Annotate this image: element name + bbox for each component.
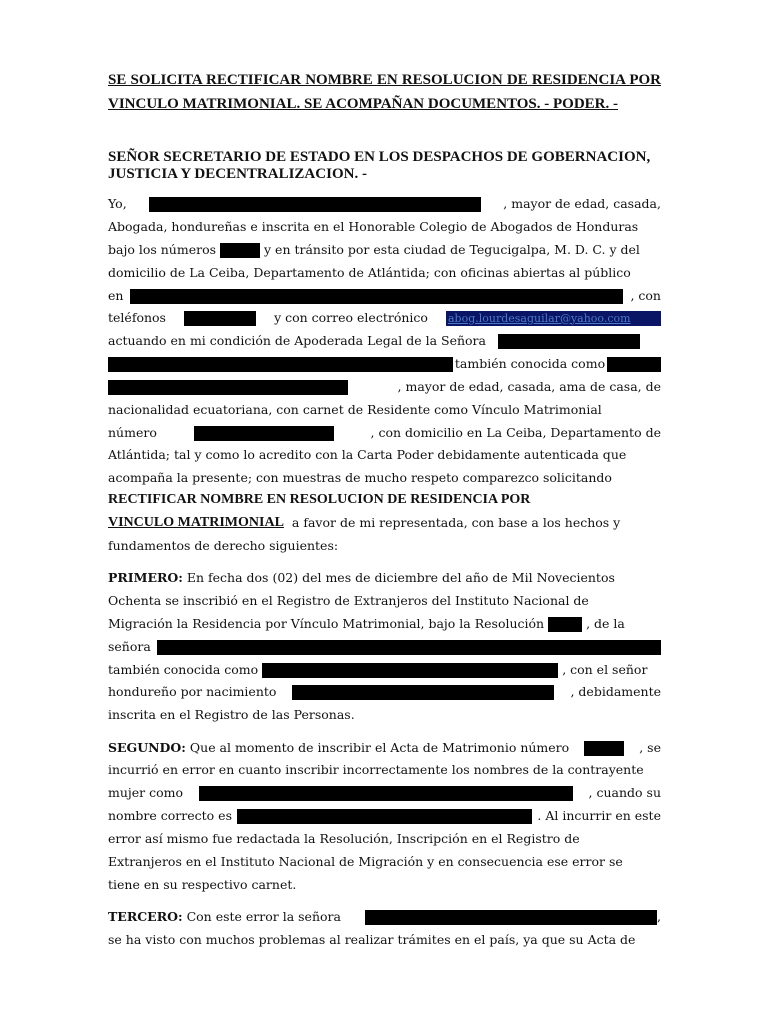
text: se ha visto con muchos problemas al realizar trámites en el país, ya que su Acta de bbox=[108, 932, 636, 947]
text: Que al momento de inscribir el Acta de Matrimonio número bbox=[189, 740, 570, 755]
text: en bbox=[108, 288, 124, 303]
text: Con este error la señora bbox=[186, 909, 341, 924]
text: , mayor de edad, casada, ama de casa, de bbox=[397, 379, 661, 394]
document-title: SE SOLICITA RECTIFICAR NOMBRE EN RESOLUCION DE RESIDENCIA POR VINCULO MATRIMONIAL. SE ACOMPAÑAN DOCUMENTOS. - PODER. - bbox=[108, 72, 661, 112]
redaction-block bbox=[262, 663, 558, 678]
primero-line bbox=[108, 567, 661, 589]
text: hondureño por nacimiento bbox=[108, 684, 277, 699]
primero-line bbox=[108, 636, 661, 658]
primero-line bbox=[108, 704, 661, 726]
text: . Al incurrir en este bbox=[537, 808, 661, 823]
segundo-line bbox=[108, 874, 661, 896]
text: , mayor de edad, casada, bbox=[503, 196, 661, 211]
text: y en tránsito por esta ciudad de Tegucigalpa, M. D. C. y del bbox=[264, 242, 640, 257]
intro-line bbox=[108, 535, 661, 557]
text: , con domicilio en La Ceiba, Departamento de bbox=[370, 425, 661, 440]
intro-line bbox=[108, 193, 661, 215]
text: Yo, bbox=[108, 196, 127, 211]
primero-label: PRIMERO: bbox=[108, 570, 183, 585]
redaction-block bbox=[157, 640, 661, 655]
text: bajo los números bbox=[108, 242, 217, 257]
segundo-line bbox=[108, 737, 661, 759]
text: señora bbox=[108, 639, 151, 654]
text: , se bbox=[639, 740, 661, 755]
redaction-block bbox=[237, 809, 532, 824]
text: , debidamente bbox=[570, 684, 661, 699]
intro-line bbox=[108, 285, 661, 307]
text: Abogada, hondureñas e inscrita en el Honorable Colegio de Abogados de Honduras bbox=[108, 219, 639, 234]
redaction-block bbox=[365, 910, 657, 925]
intro-line bbox=[108, 376, 661, 398]
text: RECTIFICAR NOMBRE EN RESOLUCION DE RESIDENCIA POR bbox=[108, 492, 531, 507]
redaction-block bbox=[220, 243, 260, 258]
text: domicilio de La Ceiba, Departamento de Atlántida; con oficinas abiertas al público bbox=[108, 265, 631, 280]
primero-line bbox=[108, 681, 661, 703]
text: En fecha dos (02) del mes de diciembre del año de Mil Novecientos bbox=[186, 570, 615, 585]
segundo-line bbox=[108, 828, 661, 850]
segundo-label: SEGUNDO: bbox=[108, 740, 186, 755]
text: mujer como bbox=[108, 785, 184, 800]
text: error así mismo fue redactada la Resolución, Inscripción en el Registro de bbox=[108, 831, 580, 846]
redaction-block bbox=[292, 685, 554, 700]
text: nacionalidad ecuatoriana, con carnet de Residente como Vínculo Matrimonial bbox=[108, 402, 602, 417]
redaction-block bbox=[498, 334, 640, 349]
text: incurrió en error en cuanto inscribir incorrectamente los nombres de la contrayente bbox=[108, 762, 644, 777]
text: teléfonos bbox=[108, 310, 166, 325]
redaction-block bbox=[607, 357, 661, 372]
redaction-block bbox=[199, 786, 573, 801]
intro-line bbox=[108, 399, 661, 421]
primero-line bbox=[108, 659, 661, 681]
redaction-block bbox=[184, 311, 256, 326]
segundo-line bbox=[108, 782, 661, 804]
tercero-line bbox=[108, 906, 661, 928]
text: , con el señor bbox=[562, 662, 648, 677]
intro-line bbox=[108, 262, 661, 284]
text: inscrita en el Registro de las Personas. bbox=[108, 707, 355, 722]
text: y con correo electrónico bbox=[274, 310, 428, 325]
segundo-line bbox=[108, 759, 661, 781]
redaction-block bbox=[584, 741, 624, 756]
text: actuando en mi condición de Apoderada Legal de la Señora bbox=[108, 333, 486, 348]
text: acompaña la presente; con muestras de mucho respeto comparezco solicitando bbox=[108, 470, 612, 485]
request-heading-text: VINCULO MATRIMONIAL bbox=[108, 515, 284, 530]
text: tiene en su respectivo carnet. bbox=[108, 877, 297, 892]
intro-line bbox=[108, 353, 661, 375]
addressee-heading: SEÑOR SECRETARIO DE ESTADO EN LOS DESPACHOS DE GOBERNACION, JUSTICIA Y DECENTRALIZACION. - bbox=[108, 149, 651, 182]
tercero-label: TERCERO: bbox=[108, 909, 183, 924]
intro-line bbox=[108, 307, 661, 329]
text: número bbox=[108, 425, 157, 440]
text: también conocida como bbox=[454, 356, 606, 371]
text: fundamentos de derecho siguientes: bbox=[108, 538, 339, 553]
text: , con bbox=[630, 288, 661, 303]
segundo-line bbox=[108, 851, 661, 873]
redaction-block bbox=[108, 380, 348, 395]
primero-line bbox=[108, 613, 661, 635]
intro-line bbox=[108, 512, 661, 534]
tercero-line bbox=[108, 929, 661, 951]
request-heading-line bbox=[108, 489, 661, 511]
email-link[interactable]: abog.lourdesaguilar@yahoo.com bbox=[446, 311, 661, 326]
intro-line bbox=[108, 239, 661, 261]
redaction-block bbox=[548, 617, 582, 632]
text: Ochenta se inscribió en el Registro de Extranjeros del Instituto Nacional de bbox=[108, 593, 589, 608]
intro-line bbox=[108, 216, 661, 238]
redaction-block bbox=[194, 426, 334, 441]
text: también conocida como bbox=[108, 662, 259, 677]
redaction-block bbox=[149, 197, 481, 212]
text: Extranjeros en el Instituto Nacional de Migración y en consecuencia ese error se bbox=[108, 854, 623, 869]
text: Migración la Residencia por Vínculo Matrimonial, bajo la Resolución bbox=[108, 616, 545, 631]
intro-line bbox=[108, 444, 661, 466]
primero-line bbox=[108, 590, 661, 612]
text: Atlántida; tal y como lo acredito con la Carta Poder debidamente autenticada que bbox=[108, 447, 627, 462]
redaction-block bbox=[108, 357, 453, 372]
segundo-line bbox=[108, 805, 661, 827]
redaction-block bbox=[130, 289, 623, 304]
intro-line bbox=[108, 467, 661, 489]
text: , bbox=[657, 909, 661, 924]
text: , de la bbox=[586, 616, 625, 631]
intro-line bbox=[108, 330, 661, 352]
intro-line bbox=[108, 422, 661, 444]
text: , cuando su bbox=[588, 785, 661, 800]
text: a favor de mi representada, con base a los hechos y bbox=[291, 515, 621, 530]
text: nombre correcto es bbox=[108, 808, 232, 823]
